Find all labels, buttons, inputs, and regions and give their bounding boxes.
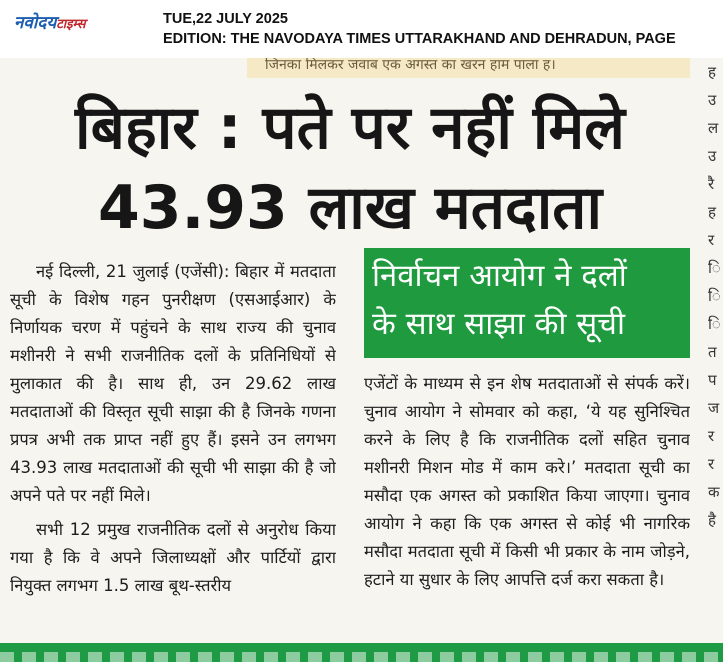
clipped-text: ि: [708, 287, 721, 305]
article-paragraph: सभी 12 प्रमुख राजनीतिक दलों से अनुरोध किया गया है कि वे अपने जिलाध्यक्षों और पार्टियों द्वारा नियुक्त लगभग 1.5 लाख बूथ-स्तरीय: [10, 520, 336, 595]
adjacent-column-clipped: [708, 58, 723, 662]
article-paragraph: एजेंटों के माध्यम से इन शेष मतदाताओं से संपर्क करें। चुनाव आयोग ने सोमवार को कहा, ‘ये यह सुनिश्चित करने के लिए है कि राजनीतिक दलों सहित चुनाव मशीनरी मिशन मोड में काम करे।’ मतदाता सूची का मसौदा एक अगस्त को प्रकाशित किया जाएगा। चुनाव आयोग ने कहा कि एक अगस्त से कोई भी नागरिक मसौदा मतदाता सूची में किसी भी प्रकार के नाम जोड़ने, हटाने या सुधार के लिए आपत्ति दर्ज करा सकता है।: [364, 374, 690, 589]
clipped-text: ज: [708, 399, 720, 417]
next-article-headline-band: [0, 643, 723, 662]
article-paragraph: नई दिल्ली, 21 जुलाई (एजेंसी): बिहार में मतदाता सूची के विशेष गहन पुनरीक्षण (एसआईआर) के निर्णायक चरण में पहुंचने के साथ राज्य की चुनाव मशीनरी ने सभी राजनीतिक दलों के प्रतिनिधियों से मुलाकात की है। साथ ही, उन 29.62 लाख मतदाताओं की विस्तृत सूची साझा की है जिनके गणना प्रपत्र अभी तक प्राप्त नहीं हुए हैं। इसने उन लगभग 43.93 लाख मतदाताओं की सूची भी साझा की है जो अपने पते पर नहीं मिले।: [10, 262, 336, 505]
clipped-text: ह: [708, 203, 716, 221]
logo-main-text: नवोदय: [14, 13, 57, 33]
clipped-text: र: [708, 455, 715, 473]
clipped-text: ि: [708, 315, 721, 333]
date-line: TUE,22 JULY 2025: [163, 11, 288, 27]
clipped-text: र: [708, 427, 715, 445]
headline-line-2: 43.93 लाख मतदाता: [97, 173, 603, 243]
newspaper-logo[interactable]: [14, 10, 86, 33]
clipped-text: ल: [708, 119, 719, 137]
clipped-text: है: [708, 511, 716, 529]
clipped-text: उ: [708, 91, 717, 109]
subheadline-box: [364, 248, 690, 358]
clipped-text: र: [708, 231, 715, 249]
logo-sub-text: टाइम्स: [56, 17, 86, 32]
newspaper-page: [0, 58, 723, 662]
subheadline-line-2: के साथ साझा की सूची: [372, 306, 625, 342]
subheadline-line-1: निर्वाचन आयोग ने दलों: [372, 258, 627, 294]
article-column-right: [364, 370, 690, 630]
top-bar: [0, 0, 723, 58]
clipped-text: रै: [708, 175, 715, 193]
clipped-text: क: [708, 483, 720, 501]
article-column-left: [10, 258, 336, 636]
edition-line: EDITION: THE NAVODAYA TIMES UTTARAKHAND AND DEHRADUN, PAGE: [163, 31, 676, 47]
headline-line-1: बिहार : पते पर नहीं मिले: [75, 93, 625, 163]
clipped-headline-glyphs: [0, 652, 723, 662]
clipped-text: प: [708, 371, 717, 389]
clipped-text: त: [708, 343, 717, 361]
previous-article-cutline: जिनका मिलकर जवाब एक अगस्त का खरन हाम पाला ह।: [247, 58, 690, 78]
clipped-text: ि: [708, 259, 721, 277]
clipped-text: उ: [708, 147, 717, 165]
headline: [10, 88, 690, 248]
edition-info: [163, 9, 676, 49]
clipped-text: ह: [708, 63, 716, 81]
